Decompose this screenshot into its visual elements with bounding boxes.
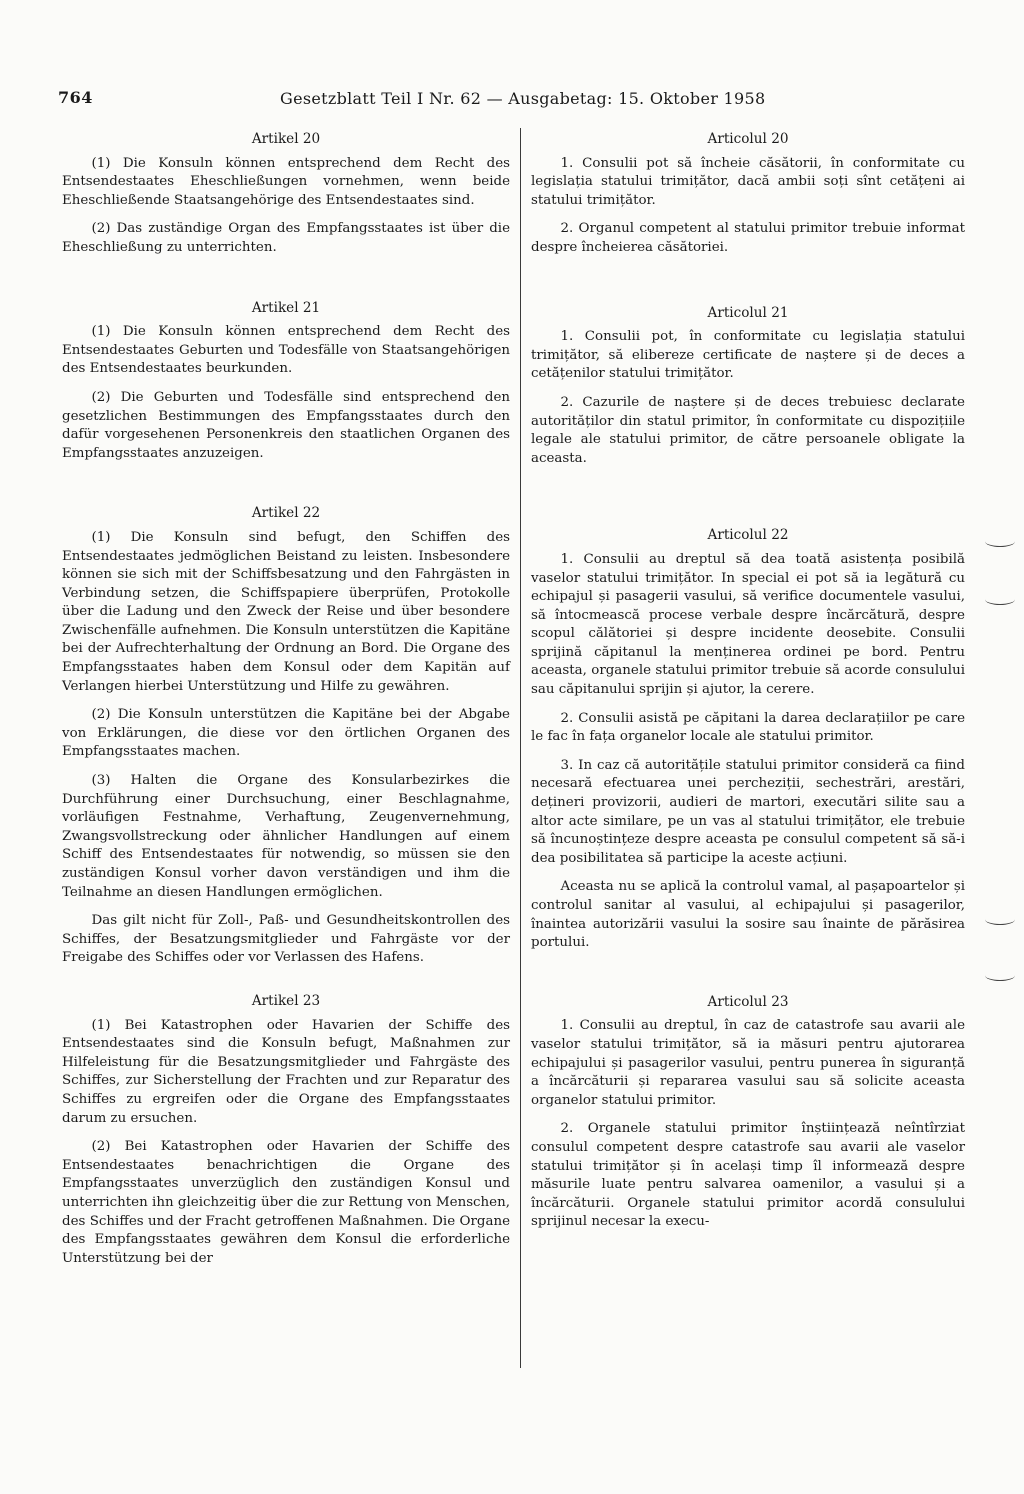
article-title: Artikel 23 [251,992,321,1009]
running-head: Gesetzblatt Teil I Nr. 62 — Ausgabetag: 15. Oktober 1958 [280,89,766,108]
article-title: Articolul 23 [707,993,789,1010]
article-title: Articolul 20 [707,131,789,147]
paragraph: (1) Bei Katastrophen oder Havarien der Schiffe des Entsendestaates sind die Konsuln befugt, Maßnahmen zur Hilfeleistung für die Besatzungsmitglieder und Fahrgäste des Schiffes, zur Sicherstellung der Frachten und zur Reparatur des Schiffes zu ergreifen oder die Organe des Empfangsstaates darum zu ersuchen. [62,1017,510,1126]
margin-mark [985,914,1015,925]
paragraph: (2) Das zuständige Organ des Empfangsstaates ist über die Eheschließung zu unterrichten. [62,221,510,255]
paragraph: 1. Consulii pot, în conformitate cu legislația statului trimițător, să elibereze certificate de naștere și de deces a cetățenilor statului trimițător. [531,329,965,382]
paragraph: 2. Cazurile de naștere și de deces trebuiesc declarate autorităților din statul primitor, în conformitate cu dispozițiile legale ale statului primitor, de către persoanele obligate la aceasta. [531,394,965,466]
margin-mark [985,970,1015,981]
paragraph: 1. Consulii pot să încheie căsătorii, în conformitate cu legislația statului trimițător, dacă ambii soți sînt cetățeni ai statului trimițător. [531,155,965,208]
article-title: Artikel 20 [251,131,321,147]
paragraph: 3. In caz că autoritățile statului primitor consideră ca fiind necesară efectuarea unei percheziții, sechestrări, arestări, dețineri provizorii, audieri de martori, executări silite sau a altor acte similare, pe un vas al statului trimițător, ele trebuie să încunoștințeze despre aceasta pe consulul competent să să-i dea posibilitatea să participe la aceste acțiuni. [531,757,965,866]
page-number: 764 [58,88,93,107]
margin-mark [985,536,1015,547]
paragraph: 2. Organul competent al statului primitor trebuie informat despre încheierea căsătoriei. [531,221,965,255]
articolul-20 [531,130,965,258]
article-title: Articolul 22 [707,527,789,544]
paragraph: (2) Die Konsuln unterstützen die Kapitäne bei der Abgabe von Erklärungen, die diese vor den örtlichen Organen des Empfangsstaates machen. [62,707,510,760]
paragraph: 2. Organele statului primitor înștiințează neîntîrziat consulul competent despre catastrofe sau avarii ale vaselor statului trimițător și în același timp îl informează despre măsurile luate pentru salvarea oamenilor, a vasului și a încărcăturii. Organele statului primitor acordă consulului sprijinul necesar la execu- [531,1121,965,1230]
articolul-23 [531,993,965,1232]
articolul-21 [531,304,965,469]
paragraph: 1. Consulii au dreptul, în caz de catastrofe sau avarii ale vaselor statului trimițător, să ia măsuri pentru ajutorarea echipajului și pasagerilor vasului, pentru punerea în siguranță a încărcăturii și repararea vasului sau să solicite aceasta organelor statului primitor. [531,1018,965,1108]
paragraph: Aceasta nu se aplică la controlul vamal, al pașapoartelor și controlul sanitar al vasului, al echipajului și pasagerilor, înaintea autorizării vasului la sosire sau înainte de părăsirea portului. [531,879,965,951]
column-divider [520,128,521,1368]
page-header [58,88,966,114]
article-title: Artikel 21 [251,299,321,316]
artikel-22 [62,504,510,968]
paragraph: (1) Die Konsuln können entsprechend dem Recht des Entsendestaates Geburten und Todesfälle von Staatsangehörigen des Entsendestaates beurkunden. [62,324,510,377]
article-title: Artikel 22 [251,505,321,522]
paragraph: 1. Consulii au dreptul să dea toată asistența posibilă vaselor statului trimițător. In special ei pot să ia legătură cu echipajul și pasagerii vasului, să verifice documentele vasului, să întocmească procese verbale despre încărcătură, despre scopul călătoriei și despre incidente deosebite. Consulii sprijină căpitanul la menținerea ordinei pe bord. Pentru aceasta, organele statului primitor trebuie să acorde consulului sau căpitanului sprijin și ajutor, la cerere. [531,551,965,698]
articolul-22 [531,526,965,952]
paragraph: (1) Die Konsuln können entsprechend dem Recht des Entsendestaates Eheschließungen vornehmen, wenn beide Eheschließende Staatsangehörige des Entsendestaates sind. [62,155,510,208]
romanian-column [531,130,965,1242]
artikel-21 [62,299,510,464]
artikel-23 [62,992,510,1268]
paragraph: (2) Bei Katastrophen oder Havarien der Schiffe des Entsendestaates benachrichtigen die Organe des Empfangsstaates unverzüglich den zuständigen Konsul und unterrichten ihn gleichzeitig über die zur Rettung von Menschen, des Schiffes und der Fracht getroffenen Maßnahmen. Die Organe des Empfangsstaates gewähren dem Konsul die erforderliche Unterstützung bei der [62,1139,510,1266]
paragraph: (3) Halten die Organe des Konsularbezirkes die Durchführung einer Durchsuchung, einer Beschlagnahme, vorläufigen Festnahme, Verhaftung, Zeugenvernehmung, Zwangsvollstreckung oder ähnlicher Handlungen auf einem Schiff des Entsendestaates für notwendig, so müssen sie den zuständigen Konsul vorher davon verständigen und ihm die Teilnahme an diesen Handlungen ermöglichen. [62,773,510,900]
paragraph: (1) Die Konsuln sind befugt, den Schiffen des Entsendestaates jedmöglichen Beistand zu leisten. Insbesondere können sie sich mit der Schiffsbesatzung und den Fahrgästen in Verbindung setzen, die Schiffspapiere überprüfen, Protokolle über die Ladung und den Zweck der Reise und über besondere Zwischenfälle aufnehmen. Die Konsuln unterstützen die Kapitäne bei der Aufrechterhaltung der Ordnung an Bord. Die Organe des Empfangsstaates haben dem Konsul oder dem Kapitän auf Verlangen hierbei Unterstützung und Hilfe zu gewähren. [62,529,510,694]
paragraph: (2) Die Geburten und Todesfälle sind entsprechend den gesetzlichen Bestimmungen des Empfangsstaates durch den dafür vorgesehenen Personenkreis den staatlichen Organen des Empfangsstaates anzuzeigen. [62,389,510,461]
margin-mark [985,594,1015,605]
paragraph: Das gilt nicht für Zoll-, Paß- und Gesundheitskontrollen des Schiffes, der Besatzungsmitglieder und Fahrgäste vor der Freigabe des Schiffes oder vor Verlassen des Hafens. [62,913,510,966]
paragraph: 2. Consulii asistă pe căpitani la darea declarațiilor pe care le fac în fața organelor locale ale statului primitor. [531,710,965,745]
german-column [62,130,510,1278]
artikel-20 [62,130,510,258]
article-title: Articolul 21 [707,304,789,321]
